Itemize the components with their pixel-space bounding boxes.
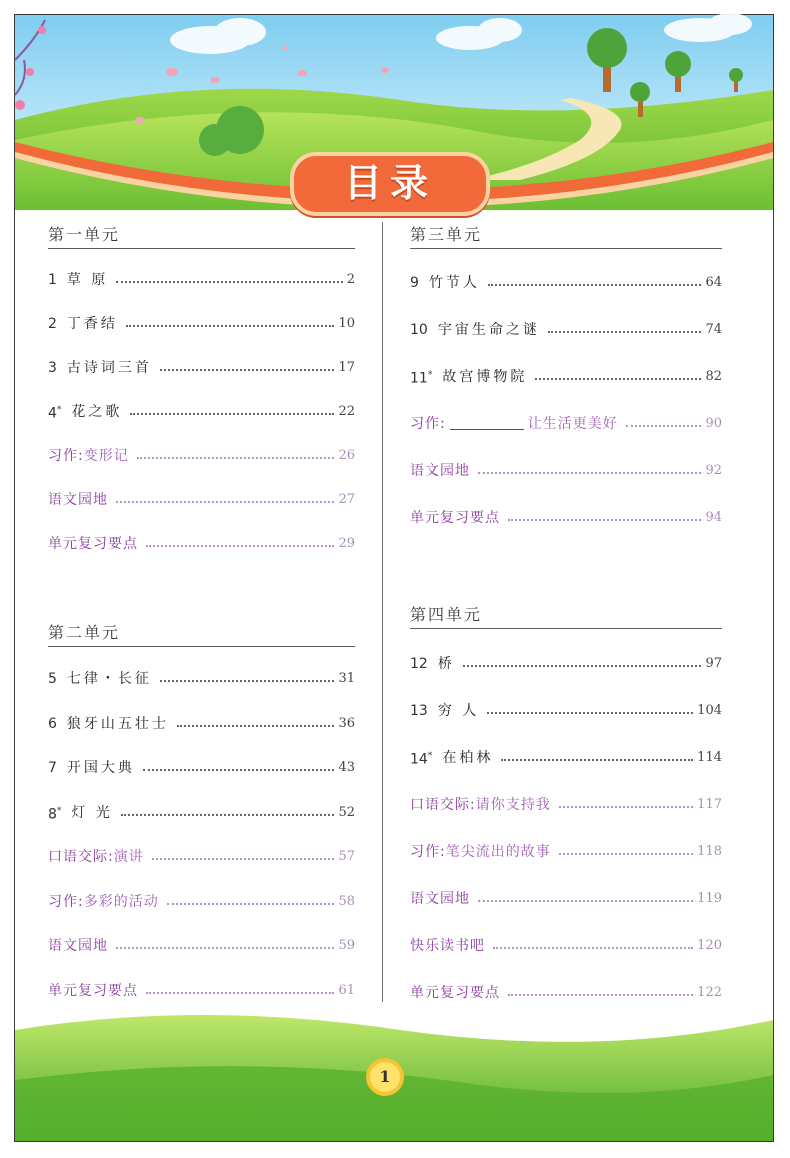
entry-title: 花之歌	[71, 404, 123, 420]
leader-dots	[143, 769, 335, 771]
entry-title: 故宫博物院	[442, 369, 528, 385]
toc-entry[interactable]	[410, 794, 722, 816]
page-ref: 61	[338, 982, 355, 998]
toc-entry[interactable]	[410, 413, 722, 435]
toc-entry[interactable]	[410, 982, 722, 1004]
leader-dots	[126, 325, 335, 327]
leader-dots	[463, 665, 702, 667]
lesson-number: 12	[410, 656, 428, 672]
lesson-number: 14*	[410, 751, 433, 768]
leader-dots	[160, 369, 335, 371]
entry-title: 语文园地	[48, 492, 108, 508]
entry-title: 习作: 让生活更美好	[410, 416, 618, 432]
toc-entry[interactable]	[48, 269, 355, 291]
page-ref: 104	[697, 703, 722, 718]
toc-entry[interactable]	[48, 668, 355, 690]
leader-dots	[116, 501, 334, 503]
page-ref: 74	[705, 322, 722, 337]
entry-title: 单元复习要点	[48, 536, 138, 552]
entry-title: 单元复习要点	[48, 982, 138, 999]
toc-entry[interactable]	[48, 713, 355, 735]
page-ref: 58	[338, 893, 355, 909]
page-title: 目录	[343, 161, 436, 205]
leader-dots	[137, 457, 335, 459]
toc-entry[interactable]	[410, 747, 722, 769]
leader-dots	[160, 680, 335, 682]
lesson-number: 2	[48, 316, 57, 332]
entry-title: 口语交际:演讲	[48, 849, 144, 865]
page-ref: 59	[338, 938, 355, 953]
leader-dots	[121, 814, 335, 816]
entry-title: 语文园地	[410, 463, 470, 479]
leader-dots	[146, 992, 334, 994]
leader-dots	[501, 759, 693, 761]
entry-title: 七律・长征	[66, 671, 152, 687]
entry-subtitle: 让生活更美好	[527, 416, 618, 432]
page-ref: 94	[705, 510, 722, 525]
entry-title: 快乐读书吧	[410, 938, 485, 954]
lesson-number: 3	[48, 360, 57, 376]
page-ref: 120	[697, 938, 722, 953]
unit-heading-text: 第三单元	[410, 225, 483, 244]
unit-heading	[410, 602, 722, 629]
entry-title: 桥	[437, 656, 455, 672]
toc-entry[interactable]	[410, 319, 722, 341]
page-ref: 117	[697, 797, 722, 812]
page-ref: 114	[697, 750, 722, 765]
unit-heading-text: 第一单元	[48, 225, 121, 244]
page-ref: 90	[705, 416, 722, 431]
toc-entry[interactable]	[48, 533, 355, 555]
entry-title: 竹节人	[428, 275, 480, 291]
entry-subtitle: 演讲	[113, 849, 144, 865]
entry-subtitle: 变形记	[83, 448, 129, 464]
entry-title: 穷 人	[437, 703, 480, 719]
page-ref: 2	[346, 272, 355, 287]
leader-dots	[508, 519, 701, 521]
unit-heading	[48, 620, 355, 647]
toc-entry[interactable]	[48, 846, 355, 868]
toc-entry[interactable]	[410, 507, 722, 529]
toc-entry[interactable]	[48, 891, 355, 913]
unit-heading	[410, 222, 722, 249]
page-ref: 29	[338, 536, 355, 551]
unit-heading-text: 第四单元	[410, 605, 483, 624]
column-divider	[382, 222, 383, 1002]
leader-dots	[116, 947, 334, 949]
leader-dots	[535, 378, 701, 380]
page-ref: 26	[338, 448, 355, 463]
page-ref: 122	[697, 985, 722, 1000]
entry-title: 单元复习要点	[410, 510, 500, 526]
lesson-number: 10	[410, 322, 428, 338]
lesson-number: 1	[48, 272, 57, 288]
page-ref: 22	[338, 404, 355, 419]
leader-dots	[559, 853, 693, 855]
entry-title: 丁香结	[66, 316, 118, 332]
entry-title: 开国大典	[66, 760, 135, 776]
entry-title: 习作:多彩的活动	[48, 893, 159, 910]
page-ref: 92	[705, 463, 722, 478]
page-ref: 97	[705, 656, 722, 671]
toc-entry[interactable]	[48, 980, 355, 1002]
entry-subtitle: 笔尖流出的故事	[445, 844, 551, 860]
entry-title: 口语交际:请你支持我	[410, 797, 551, 813]
lesson-number: 5	[48, 671, 57, 687]
leader-dots	[487, 712, 693, 714]
toc-entry[interactable]	[48, 757, 355, 779]
page-ref: 52	[338, 804, 355, 820]
toc-entry[interactable]	[410, 700, 722, 722]
leader-dots	[559, 806, 693, 808]
lesson-number: 6	[48, 715, 57, 732]
leader-dots	[116, 281, 342, 283]
entry-title: 灯 光	[71, 804, 113, 821]
leader-dots	[548, 331, 702, 333]
leader-dots	[488, 284, 702, 286]
entry-title: 草 原	[66, 272, 109, 288]
page-ref: 118	[697, 844, 722, 859]
toc-entry[interactable]	[48, 802, 355, 824]
toc-entry[interactable]	[410, 366, 722, 388]
page-ref: 82	[705, 369, 722, 384]
fill-blank	[450, 415, 524, 430]
toc-entry[interactable]	[48, 313, 355, 335]
toc-entry[interactable]	[410, 653, 722, 675]
entry-title: 习作:变形记	[48, 448, 129, 464]
page-ref: 57	[338, 849, 355, 864]
toc-entry[interactable]	[48, 445, 355, 467]
entry-title: 语文园地	[410, 891, 470, 907]
leader-dots	[493, 947, 693, 949]
leader-dots	[478, 472, 701, 474]
toc-entry[interactable]	[410, 272, 722, 294]
leader-dots	[167, 903, 335, 905]
page-number: 1	[379, 1067, 391, 1086]
lesson-number: 4*	[48, 405, 62, 422]
leader-dots	[478, 900, 693, 902]
entry-title: 在柏林	[442, 750, 494, 766]
unit-heading-text: 第二单元	[48, 623, 121, 642]
lesson-number: 11*	[410, 370, 433, 387]
page-ref: 31	[338, 671, 355, 686]
toc-entry[interactable]	[410, 888, 722, 910]
toc-entry[interactable]	[410, 841, 722, 863]
lesson-number: 9	[410, 275, 419, 291]
page-ref: 36	[338, 715, 355, 731]
leader-dots	[508, 994, 693, 996]
toc-entry[interactable]	[48, 357, 355, 379]
page-ref: 10	[338, 316, 355, 331]
entry-title: 宇宙生命之谜	[437, 322, 540, 338]
lesson-number: 8*	[48, 805, 62, 823]
entry-title: 习作:笔尖流出的故事	[410, 844, 551, 860]
leader-dots	[130, 413, 334, 415]
entry-title: 单元复习要点	[410, 985, 500, 1001]
entry-title: 古诗词三首	[66, 360, 152, 376]
leader-dots	[146, 545, 334, 547]
lesson-number: 13	[410, 703, 428, 719]
leader-dots	[177, 725, 335, 727]
leader-dots	[152, 858, 335, 860]
lesson-number: 7	[48, 760, 57, 776]
page-ref: 27	[338, 492, 355, 507]
leader-dots	[626, 425, 702, 427]
toc-entry[interactable]	[410, 460, 722, 482]
toc-entry[interactable]	[48, 489, 355, 511]
page-ref: 43	[338, 760, 355, 775]
entry-title: 语文园地	[48, 938, 108, 954]
page-ref: 64	[705, 275, 722, 290]
toc-entry[interactable]	[48, 401, 355, 423]
toc-entry[interactable]	[410, 935, 722, 957]
page-ref: 119	[697, 891, 722, 906]
page-ref: 17	[338, 360, 355, 375]
entry-subtitle: 多彩的活动	[83, 893, 159, 910]
unit-heading	[48, 222, 355, 249]
toc-entry[interactable]	[48, 935, 355, 957]
entry-subtitle: 请你支持我	[475, 797, 551, 813]
entry-title: 狼牙山五壮士	[66, 715, 169, 732]
